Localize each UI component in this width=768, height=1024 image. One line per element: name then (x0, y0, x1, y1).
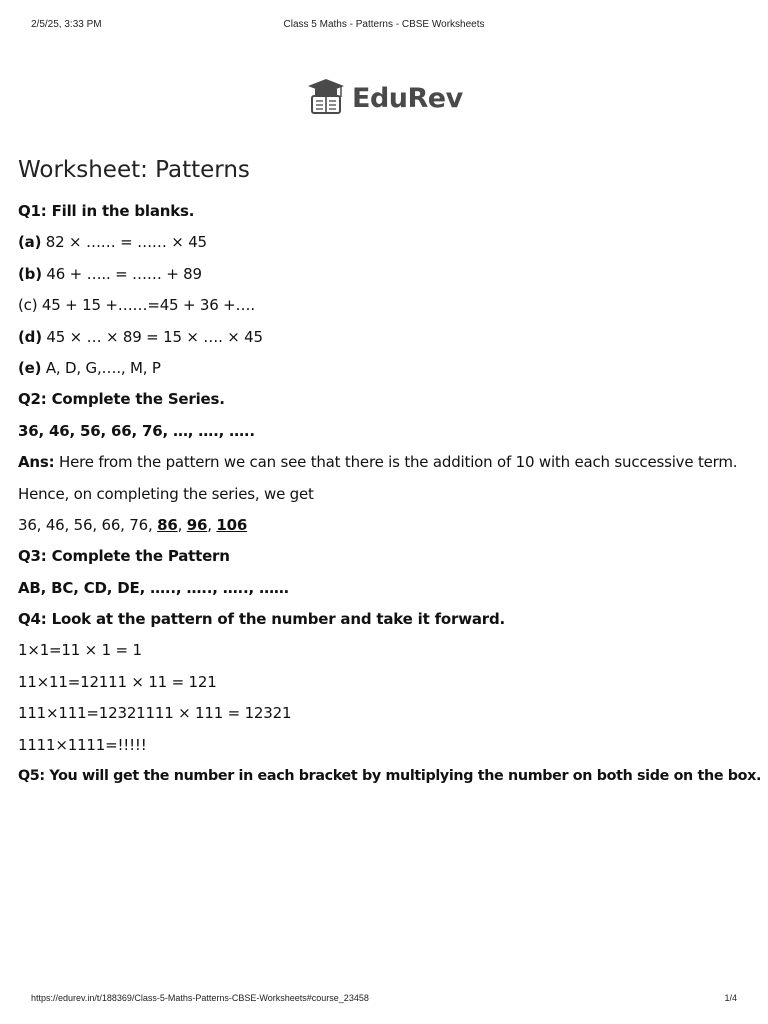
q2-result (18, 510, 758, 541)
q1-a-label: (a) (18, 233, 42, 252)
print-page-title: Class 5 Maths - Patterns - CBSE Worksheets (283, 19, 485, 30)
q1-c: (c) 45 + 15 +……=45 + 36 +…. (18, 296, 255, 315)
q1-d (18, 322, 758, 353)
q4-line-2: 11×11=12111 × 11 = 121 (18, 672, 217, 691)
q2-result-106: 106 (216, 515, 248, 534)
q2-heading: Q2: Complete the Series. (18, 390, 225, 409)
q2-result-prefix: 36, 46, 56, 66, 76, (18, 515, 158, 534)
q2-result-96: 96 (186, 515, 208, 534)
worksheet-content (18, 150, 762, 792)
q1-e (18, 353, 758, 384)
graduation-cap-book-icon (306, 77, 346, 120)
q2-ans-label: Ans: (18, 453, 55, 472)
q2-result-86: 86 (157, 515, 178, 534)
q1-d-label: (d) (18, 327, 42, 346)
q3-heading: Q3: Complete the Pattern (18, 547, 230, 566)
q2-ans-text: Here from the pattern we can see that there is the addition of 10 with each successive term. (54, 453, 738, 472)
q1-e-text: A, D, G,…., M, P (41, 358, 161, 377)
print-date: 2/5/25, 3:33 PM (31, 19, 102, 30)
logo-text: EduRev (352, 82, 463, 114)
q4-line-4: 1111×1111=!!!!! (18, 735, 147, 754)
q1-e-label: (e) (18, 358, 42, 377)
q1-b-label: (b) (18, 264, 42, 283)
edurev-logo[interactable] (306, 78, 463, 118)
q4-line-3: 111×111=12321111 × 111 = 12321 (18, 704, 292, 723)
q1-a (18, 227, 758, 258)
print-url[interactable]: https://edurev.in/t/188369/Class-5-Maths-Patterns-CBSE-Worksheets#course_23458 (31, 993, 369, 1003)
page-number: 1/4 (724, 993, 737, 1003)
q1-b (18, 259, 758, 290)
q1-heading: Q1: Fill in the blanks. (18, 202, 195, 220)
worksheet-title: Worksheet: Patterns (18, 157, 250, 183)
q2-series: 36, 46, 56, 66, 76, …, …., ….. (18, 421, 255, 440)
q1-b-text: 46 + ….. = …… + 89 (41, 264, 202, 283)
q2-answer-continued: Hence, on completing the series, we get (18, 484, 314, 503)
q1-a-text: 82 × …… = …… × 45 (41, 233, 207, 252)
q2-result-sep-2: , (207, 515, 217, 534)
q2-result-sep-1: , (177, 515, 187, 534)
q4-line-1: 1×1=11 × 1 = 1 (18, 641, 142, 660)
print-header (0, 19, 768, 33)
q5-heading: Q5: You will get the number in each bracket by multiplying the number on both side on the box. (18, 768, 762, 785)
q4-heading: Q4: Look at the pattern of the number and take it forward. (18, 610, 506, 629)
q3-pattern: AB, BC, CD, DE, ….., ….., ….., …… (18, 578, 289, 597)
q1-d-text: 45 × … × 89 = 15 × …. × 45 (41, 327, 263, 346)
q2-answer (18, 447, 758, 478)
